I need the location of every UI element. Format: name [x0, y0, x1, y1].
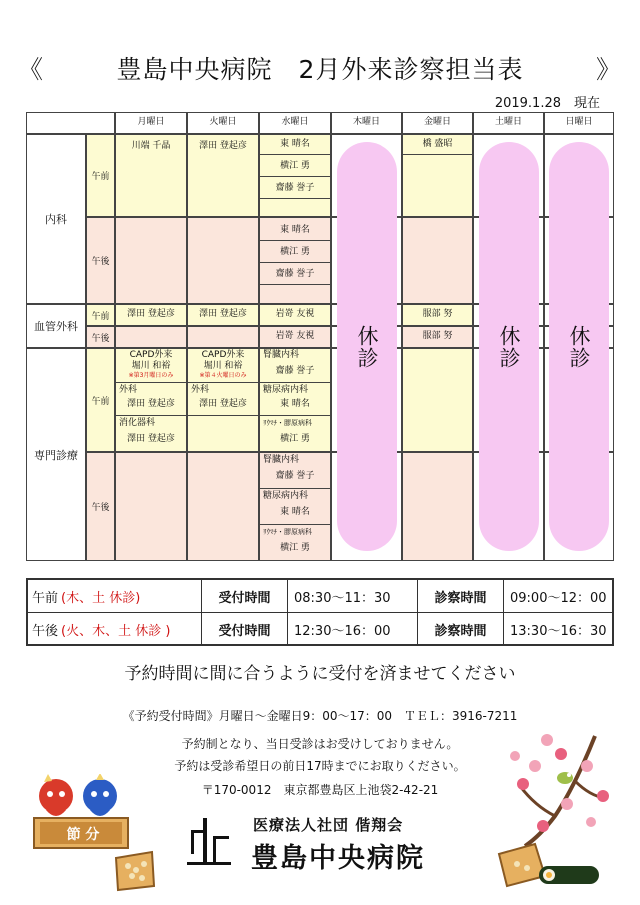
- internal-pm-label: 午後: [86, 217, 115, 304]
- special-pm-mon: [115, 452, 187, 561]
- doctor-name: 澤田 登起彦: [199, 141, 247, 151]
- hours-am-closed: (木、土 休診): [61, 590, 141, 606]
- hours-row-pm: [28, 613, 612, 645]
- closed-label: 休診: [355, 324, 379, 369]
- setsubun-illustration: [26, 774, 158, 892]
- hours-pm-label: 午後: [32, 623, 59, 639]
- internal-am-mon: [115, 134, 187, 217]
- title-text: 豊島中央病院 2月外来診察担当表: [116, 55, 524, 84]
- clinic-name: 消化器科: [119, 418, 156, 428]
- dept-internal: 内科: [26, 134, 86, 304]
- hours-table: [26, 578, 614, 646]
- closed-label: 休診: [497, 324, 521, 369]
- consult-label: 診察時間: [418, 613, 504, 645]
- internal-am-label: 午前: [86, 134, 115, 217]
- reception-label: 受付時間: [202, 580, 288, 612]
- page-title: [0, 50, 640, 86]
- hours-row-am: [28, 580, 612, 613]
- notice-text: 予約時間に間に合うように受付を済ませてください: [124, 664, 516, 684]
- special-am-mon: [115, 348, 187, 452]
- special-am-tue: [187, 348, 259, 452]
- reservation-note-2: 予約は受診希望日の前日17時までにお取りください。: [174, 759, 466, 773]
- doctor-name: 齋藤 誉子: [275, 269, 315, 279]
- clinic-name: ﾘｳﾏﾁ・膠原病科: [263, 528, 312, 536]
- day-header-tue: 火曜日: [187, 112, 259, 134]
- clinic-name: 腎臓内科: [263, 455, 300, 465]
- clinic-name: CAPD外来: [201, 350, 245, 360]
- am-reception-time: 08:30～11：30: [288, 580, 418, 612]
- hospital-name: 豊島中央病院: [251, 843, 425, 874]
- vascular-pm-label: 午後: [86, 326, 115, 348]
- vascular-am-wed: [259, 304, 331, 326]
- doctor-name: 服部 努: [422, 331, 453, 341]
- special-am-wed: [259, 348, 331, 452]
- plum-blossom-illustration: [495, 726, 613, 894]
- special-am-label: 午前: [86, 348, 115, 452]
- corner-cell: [26, 112, 115, 134]
- internal-am-tue: [187, 134, 259, 217]
- clinic-name: 糖尿病内科: [263, 385, 309, 395]
- day-header-thu: 木曜日: [331, 112, 402, 134]
- plum-blossom-icon: [495, 726, 613, 894]
- internal-pm-tue: [187, 217, 259, 304]
- hospital-emblem-icon: [183, 816, 235, 868]
- reservation-hours: 《予約受付時間》月曜日～金曜日9：00～17：00 ＴＥＬ：3916-7211: [122, 709, 518, 723]
- hours-am-label-cell: [28, 580, 202, 612]
- hours-am-label: 午前: [32, 590, 59, 606]
- doctor-name: 澤田 登起彦: [127, 434, 175, 444]
- special-pm-label: 午後: [86, 452, 115, 561]
- doctor-name: 東 晴名: [280, 225, 310, 235]
- organization-name: 医療法人社団 偕翔会: [253, 816, 404, 834]
- internal-pm-mon: [115, 217, 187, 304]
- day-header-sat: 土曜日: [473, 112, 544, 134]
- doctor-name: 東 晴名: [280, 507, 310, 517]
- dept-special: 専門診療: [26, 348, 86, 561]
- doctor-name: 齋藤 誉子: [275, 183, 315, 193]
- clinic-name: 糖尿病内科: [263, 491, 309, 501]
- doctor-name: 堀川 和裕: [131, 361, 171, 371]
- schedule-table: [26, 112, 614, 561]
- vascular-am-label: 午前: [86, 304, 115, 326]
- internal-pm-fri: [402, 217, 473, 304]
- closed-badge-sun: [549, 142, 609, 551]
- internal-am-fri: [402, 134, 473, 217]
- doctor-name: 澤田 登起彦: [127, 309, 175, 319]
- consult-label: 診察時間: [418, 580, 504, 612]
- vascular-pm-fri: [402, 326, 473, 348]
- title-open-bracket: 《: [18, 55, 45, 84]
- doctor-name: 横江 勇: [280, 434, 310, 444]
- address: 〒170-0012 東京都豊島区上池袋2-42-21: [201, 783, 439, 797]
- clinic-name: 外科: [119, 385, 138, 395]
- vascular-pm-mon: [115, 326, 187, 348]
- internal-pm-wed: [259, 217, 331, 304]
- doctor-name: 澤田 登起彦: [199, 399, 247, 409]
- doctor-name: 横江 勇: [280, 247, 310, 257]
- special-pm-fri: [402, 452, 473, 561]
- pm-consult-time: 13:30～16：30: [510, 623, 607, 639]
- doctor-name: 堀川 和裕: [203, 361, 243, 371]
- day-header-mon: 月曜日: [115, 112, 187, 134]
- special-pm-wed: [259, 452, 331, 561]
- doctor-name: 川端 千晶: [131, 141, 171, 151]
- day-header-wed: 水曜日: [259, 112, 331, 134]
- vascular-am-mon: [115, 304, 187, 326]
- reservation-note-1: 予約制となり、当日受診はお受けしておりません。: [181, 737, 459, 751]
- special-am-fri: [402, 348, 473, 452]
- schedule-note: ※第４火曜日のみ: [199, 372, 247, 379]
- closed-badge-sat: [479, 142, 539, 551]
- hospital-logo: [183, 812, 473, 872]
- doctor-name: 齋藤 誉子: [275, 366, 315, 376]
- doctor-name: 齋藤 誉子: [275, 471, 315, 481]
- as-of-date: 2019.1.28 現在: [494, 96, 600, 111]
- closed-badge-thu: [337, 142, 397, 551]
- hours-pm-label-cell: [28, 613, 202, 645]
- doctor-name: 岩嵜 友視: [275, 331, 315, 341]
- doctor-name: 東 晴名: [280, 139, 310, 149]
- dept-vascular: 血管外科: [26, 304, 86, 348]
- doctor-name: 橋 盛昭: [422, 139, 453, 149]
- schedule-note: ※第3月曜日のみ: [128, 372, 174, 379]
- vascular-pm-wed: [259, 326, 331, 348]
- hours-pm-closed: (火、木、土 休診 ): [61, 623, 171, 639]
- vascular-pm-tue: [187, 326, 259, 348]
- internal-am-wed: [259, 134, 331, 217]
- reception-label: 受付時間: [202, 613, 288, 645]
- clinic-name: 外科: [191, 385, 210, 395]
- special-pm-tue: [187, 452, 259, 561]
- clinic-name: ﾘｳﾏﾁ・膠原病科: [263, 419, 312, 427]
- vascular-am-tue: [187, 304, 259, 326]
- clinic-name: CAPD外来: [129, 350, 173, 360]
- doctor-name: 東 晴名: [280, 399, 310, 409]
- doctor-name: 岩嵜 友視: [275, 309, 315, 319]
- day-header-fri: 金曜日: [402, 112, 473, 134]
- setsubun-sign: 節 分: [66, 827, 100, 843]
- doctor-name: 服部 努: [422, 309, 453, 319]
- closed-label: 休診: [567, 324, 591, 369]
- doctor-name: 横江 勇: [280, 161, 310, 171]
- day-header-sun: 日曜日: [544, 112, 614, 134]
- doctor-name: 澤田 登起彦: [127, 399, 175, 409]
- vascular-am-fri: [402, 304, 473, 326]
- title-close-bracket: 》: [595, 55, 622, 84]
- doctor-name: 澤田 登起彦: [199, 309, 247, 319]
- doctor-name: 横江 勇: [280, 543, 310, 553]
- pm-reception-time: 12:30～16：00: [288, 613, 418, 645]
- am-consult-time: 09:00～12：00: [510, 590, 607, 606]
- clinic-name: 腎臓内科: [263, 350, 300, 360]
